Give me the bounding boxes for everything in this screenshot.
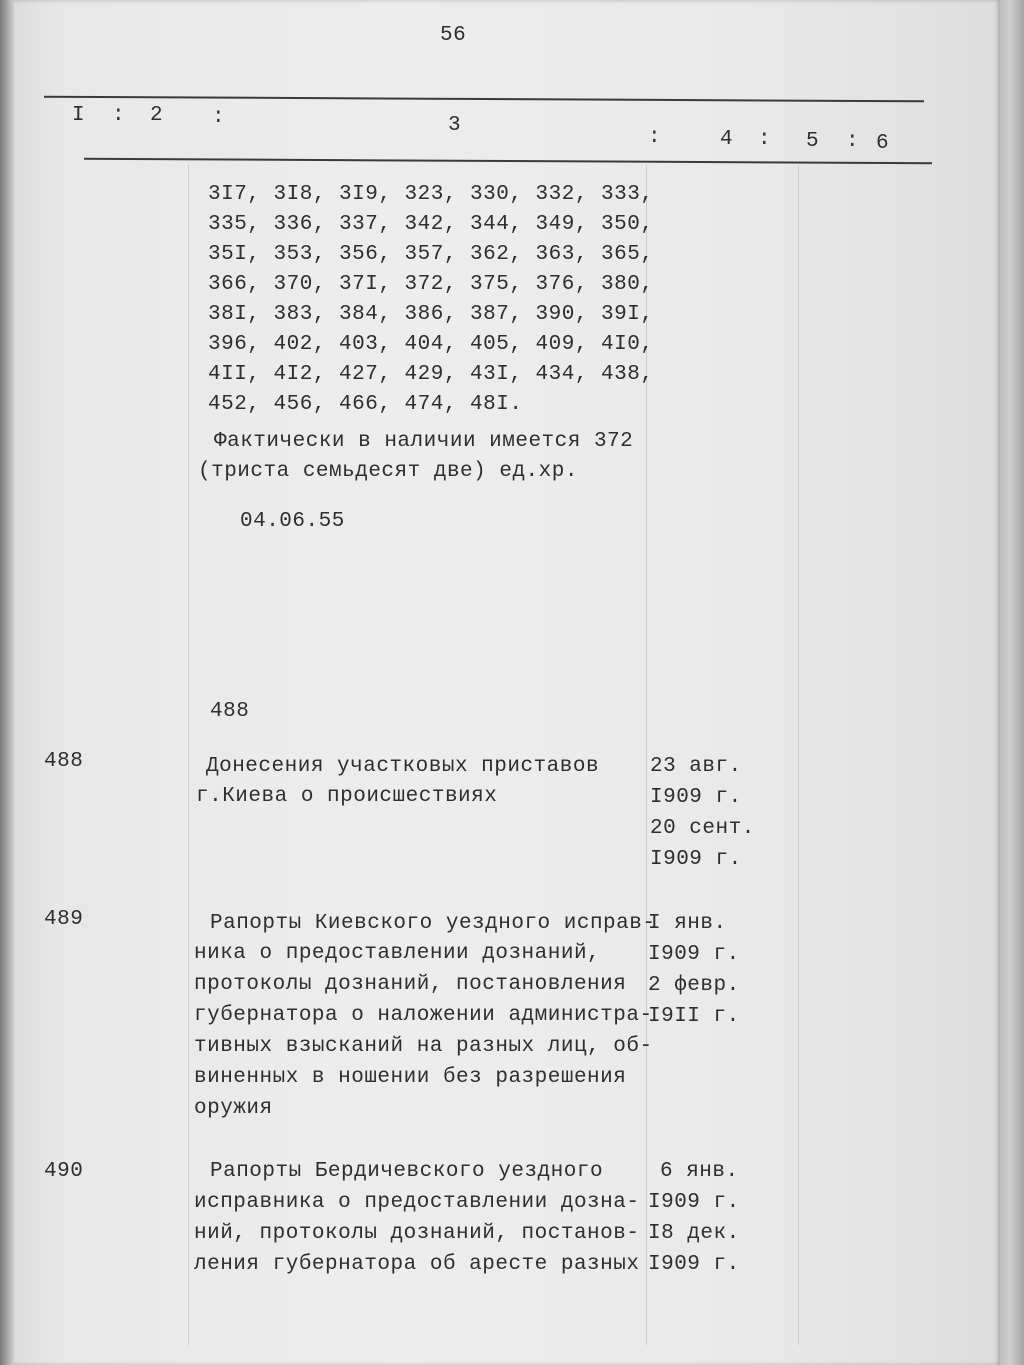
entry-title-line: Рапорты Бердичевского уездного: [210, 1160, 604, 1183]
number-line: 35I, 353, 356, 357, 362, 363, 365,: [208, 243, 654, 266]
record-date: 04.06.55: [240, 510, 345, 533]
entry-date: I909 г.: [648, 943, 740, 966]
entry-date: I9II г.: [648, 1005, 740, 1028]
header-col-6: 6: [876, 132, 890, 155]
header-sep-3: :: [648, 126, 662, 149]
page-right-edge: [1000, 0, 1024, 1365]
entry-date: 23 авг.: [650, 755, 742, 778]
page-number: 56: [440, 24, 467, 47]
availability-note: Фактически в наличии имеется 372: [214, 430, 634, 453]
entry-date: I909 г.: [650, 848, 742, 871]
entry-date: I909 г.: [650, 786, 742, 809]
number-line: 396, 402, 403, 404, 405, 409, 4I0,: [208, 333, 654, 356]
entry-title-line: Донесения участковых приставов: [206, 755, 600, 778]
number-line: 335, 336, 337, 342, 344, 349, 350,: [208, 213, 654, 236]
column-line: [188, 165, 189, 1345]
number-line: 38I, 383, 384, 386, 387, 390, 39I,: [208, 303, 654, 326]
number-line: 3I7, 3I8, 3I9, 323, 330, 332, 333,: [208, 183, 654, 206]
entry-title-line: губернатора о наложении администра-: [194, 1004, 653, 1027]
header-sep-2: :: [212, 106, 226, 129]
entry-number: 489: [44, 908, 84, 931]
entry-date: 6 янв.: [660, 1160, 739, 1183]
entry-title-line: виненных в ношении без разрешения: [194, 1066, 627, 1089]
number-line: 4II, 4I2, 427, 429, 43I, 434, 438,: [208, 363, 654, 386]
number-line: 366, 370, 37I, 372, 375, 376, 380,: [208, 273, 654, 296]
header-col-3: 3: [448, 114, 462, 137]
entry-title-line: Рапорты Киевского уездного исправ-: [210, 912, 656, 935]
header-top-rule: [44, 96, 924, 103]
page-left-edge: [0, 0, 14, 1365]
entry-date: 20 сент.: [650, 817, 755, 840]
entry-date: 2 февр.: [648, 974, 740, 997]
entry-title-line: тивных взысканий на разных лиц, об-: [194, 1035, 653, 1058]
availability-note: (триста семьдесят две) ед.хр.: [198, 460, 578, 483]
header-col-5: 5: [806, 130, 820, 153]
entry-title-line: оружия: [194, 1097, 273, 1120]
entry-title-line: ления губернатора об аресте разных: [194, 1253, 640, 1276]
entry-date: I909 г.: [648, 1253, 740, 1276]
fund-number: 488: [210, 700, 250, 723]
entry-title-line: г.Киева о происшествиях: [196, 785, 498, 808]
header-col-4: 4: [720, 128, 734, 151]
entry-title-line: ний, протоколы дознаний, постанов-: [194, 1222, 640, 1245]
entry-date: I909 г.: [648, 1191, 740, 1214]
entry-number: 488: [44, 750, 84, 773]
entry-date: I янв.: [648, 912, 727, 935]
entry-date: I8 дек.: [648, 1222, 740, 1245]
header-bottom-rule: [84, 158, 932, 164]
header-sep-4: :: [758, 128, 772, 151]
entry-title-line: протоколы дознаний, постановления: [194, 973, 627, 996]
entry-number: 490: [44, 1160, 84, 1183]
header-col-2: 2: [150, 104, 164, 127]
column-line: [798, 165, 799, 1345]
header-sep-5: :: [846, 130, 860, 153]
header-col-1: I: [72, 104, 86, 127]
entry-title-line: исправника о предоставлении дозна-: [194, 1191, 640, 1214]
entry-title-line: ника о предоставлении дознаний,: [194, 942, 601, 965]
number-line: 452, 456, 466, 474, 48I.: [208, 393, 523, 416]
header-sep-1: :: [112, 104, 126, 127]
